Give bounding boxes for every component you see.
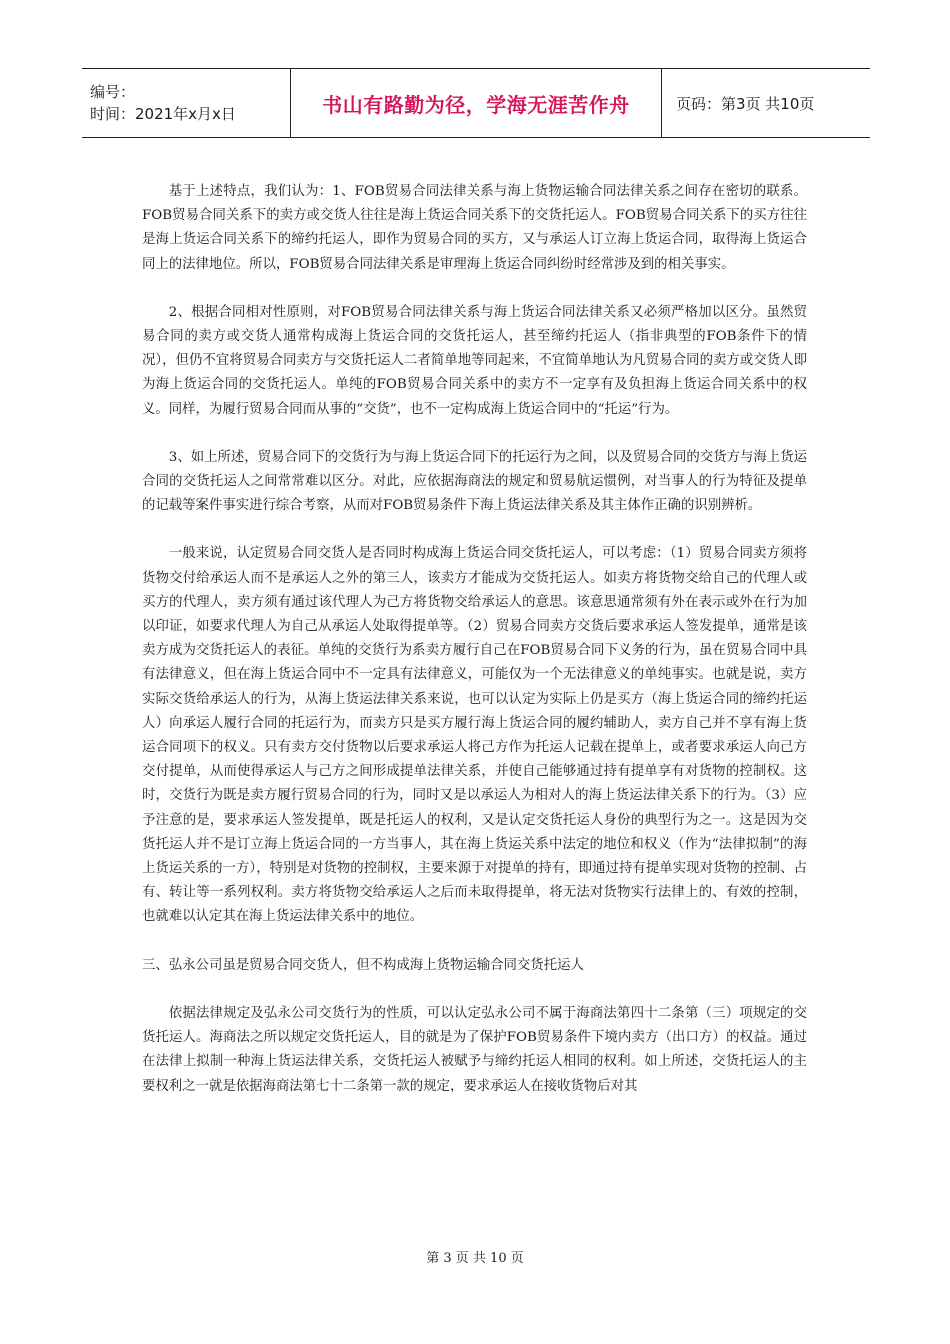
document-date: 时间：2021年x月x日 (90, 105, 236, 123)
section-heading: 三、弘永公司虽是贸易合同交货人，但不构成海上货物运输合同交货托运人 (142, 957, 584, 973)
header-meta (82, 69, 290, 137)
document-body (142, 180, 807, 1123)
body-paragraph: 3、如上所述，贸易合同下的交货行为与海上货运合同下的托运行为之间，以及贸易合同的交货方与海上货运合同的交货托运人之间常常难以区分。对此，应依据海商法的规定和贸易航运惯例，对当事人的行为特征及提单的记载等案件事实进行综合考察，从而对FOB贸易条件下海上货运法律关系及其主体作正确的识别辨析。 (142, 449, 807, 514)
header-page-info (662, 69, 814, 137)
body-paragraph: 2、根据合同相对性原则，对FOB贸易合同法律关系与海上货运合同法律关系又必须严格加以区分。虽然贸易合同的卖方或交货人通常构成海上货运合同的交货托运人，甚至缔约托运人（指非典型的FOB条件下的情况），但仍不宜将贸易合同卖方与交货托运人二者简单地等同起来，不宜简单地认为凡贸易合同的卖方或交货人即为海上货运合同的交货托运人。单纯的FOB贸易合同关系中的卖方不一定享有及负担海上货运合同关系中的权义。同样，为履行贸易合同而从事的“交货”，也不一定构成海上货运合同中的“托运”行为。 (142, 304, 807, 417)
body-paragraph: 一般来说，认定贸易合同交货人是否同时构成海上货运合同交货托运人，可以考虑：（1）贸易合同卖方须将货物交付给承运人而不是承运人之外的第三人，该卖方才能成为交货托运人。如卖方将货物交给自己的代理人或买方的代理人，卖方须有通过该代理人为己方将货物交给承运人的意思。该意思通常须有外在表示或外在行为加以印证，如要求代理人为自己从承运人处取得提单等。（2）贸易合同卖方交货后要求承运人签发提单，通常是该卖方成为交货托运人的表征。单纯的交货行为系卖方履行自己在FOB贸易合同下义务的行为，虽在贸易合同中具有法律意义，但在海上货运合同中不一定具有法律意义，可能仅为一个无法律意义的单纯事实。也就是说，卖方实际交货给承运人的行为，从海上货运法律关系来说，也可以认定为实际上仍是买方（海上货运合同的缔约托运人）向承运人履行合同的托运行为，而卖方只是买方履行海上货运合同的履约辅助人，卖方自己并不享有海上货运合同项下的权义。只有卖方交付货物以后要求承运人将己方作为托运人记载在提单上，或者要求承运人向己方交付提单，从而使得承运人与己方之间形成提单法律关系，并使自己能够通过持有提单享有对货物的控制权。这时，交货行为既是卖方履行贸易合同的行为，同时又是以承运人为相对人的海上货运法律关系下的行为。（3）应予注意的是，要求承运人签发提单，既是托运人的权利，又是认定交货托运人身份的典型行为之一。这是因为交货托运人并不是订立海上货运合同的一方当事人，其在海上货运关系中法定的地位和权义（作为“法律拟制”的海上货运关系的一方），特别是对货物的控制权，主要来源于对提单的持有，即通过持有提单实现对货物的控制、占有、转让等一系列权利。卖方将货物交给承运人之后而未取得提单，将无法对货物实行法律上的、有效的控制，也就难以认定其在海上货运法律关系中的地位。 (142, 546, 807, 925)
page-header (82, 68, 870, 138)
document-number-label: 编号： (90, 83, 136, 101)
page-footer: 第 3 页 共 10 页 (426, 1251, 524, 1266)
page-info-text: 页码：第3页 共10页 (676, 94, 815, 113)
body-paragraph: 基于上述特点，我们认为：1、FOB贸易合同法律关系与海上货物运输合同法律关系之间存在密切的联系。FOB贸易合同关系下的卖方或交货人往往是海上货运合同关系下的交货托运人。FOB贸易合同关系下的买方往往是海上货运合同关系下的缔约托运人，即作为贸易合同的买方，又与承运人订立海上货运合同，取得海上货运合同上的法律地位。所以，FOB贸易合同法律关系是审理海上货运合同纠纷时经常涉及到的相关事实。 (142, 184, 807, 272)
header-motto-cell (290, 69, 662, 137)
header-motto: 书山有路勤为径，学海无涯苦作舟 (322, 92, 630, 117)
body-paragraph: 依据法律规定及弘永公司交货行为的性质，可以认定弘永公司不属于海商法第四十二条第（三）项规定的交货托运人。海商法之所以规定交货托运人，目的就是为了保护FOB贸易条件下境内卖方（出口方）的权益。通过在法律上拟制一种海上货运法律关系，交货托运人被赋予与缔约托运人相同的权利。如上所述，交货托运人的主要权利之一就是依据海商法第七十二条第一款的规定，要求承运人在接收货物后对其 (142, 1005, 807, 1094)
